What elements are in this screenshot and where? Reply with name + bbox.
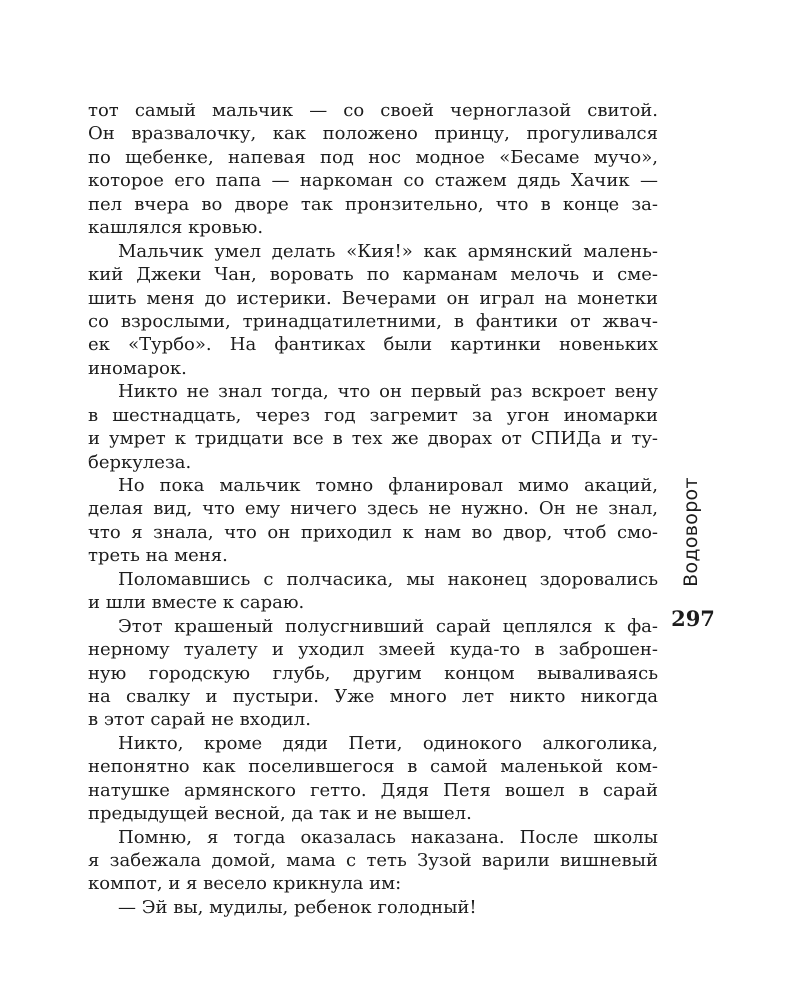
text-line: компот, и я весело крикнула им: — [88, 873, 402, 895]
text-line: Этот крашеный полусгнивший сарай цеплялся к фа- — [118, 615, 658, 637]
body-text — [88, 99, 658, 919]
text-line: тот самый мальчик — со своей черноглазой свитой. — [88, 100, 658, 121]
text-line: ек «Турбо». На фантиках были картинки новеньких — [88, 334, 658, 356]
text-line: и шли вместе к сараю. — [88, 592, 305, 614]
page-number: 297 — [671, 606, 715, 631]
text-line: Но пока мальчик томно фланировал мимо акаций, — [118, 475, 658, 496]
text-line: делая вид, что ему ничего здесь не нужно. Он не знал, — [88, 498, 658, 520]
text-line: которое его папа — наркоман со стажем дядь Хачик — — [88, 170, 658, 192]
text-line: шить меня до истерики. Вечерами он играл на монетки — [88, 287, 658, 309]
text-line: пел вчера во дворе так пронзительно, что в конце за- — [88, 193, 658, 215]
text-line: иномарок. — [88, 357, 187, 379]
text-line: Никто не знал тогда, что он первый раз вскроет вену — [118, 381, 658, 403]
text-line: треть на меня. — [88, 545, 228, 567]
text-line: Никто, кроме дяди Пети, одинокого алкоголика, — [118, 732, 658, 754]
text-line: нерному туалету и уходил змеей куда-то в заброшен- — [88, 639, 658, 661]
running-title: Водоворот — [680, 477, 702, 587]
text-line: в этот сарай не входил. — [88, 709, 311, 731]
text-line: что я знала, что он приходил к нам во двор, чтоб смо- — [88, 521, 658, 543]
text-line: ную городскую глубь, другим концом вываливаясь — [88, 662, 658, 684]
text-line: со взрослыми, тринадцатилетними, в фантики от жвач- — [88, 310, 658, 332]
text-line: и умрет к тридцати все в тех же дворах от СПИДа и ту- — [88, 428, 658, 450]
text-line: предыдущей весной, да так и не вышел. — [88, 803, 472, 825]
text-line: кашлялся кровью. — [88, 217, 264, 239]
text-line: — Эй вы, мудилы, ребенок голодный! — [118, 896, 477, 918]
text-line: я забежала домой, мама с теть Зузой варили вишневый — [88, 850, 658, 871]
text-line: беркулеза. — [88, 451, 192, 473]
text-line: непонятно как поселившегося в самой маленькой ком- — [88, 756, 658, 778]
text-line: натушке армянского гетто. Дядя Петя вошел в сарай — [88, 779, 658, 801]
text-line: по щебенке, напевая под нос модное «Бесаме мучо», — [88, 146, 658, 168]
text-line: на свалку и пустыри. Уже много лет никто никогда — [88, 685, 658, 707]
text-line: кий Джеки Чан, воровать по карманам мелочь и сме- — [88, 264, 658, 286]
text-line: в шестнадцать, через год загремит за угон иномарки — [88, 404, 658, 426]
text-line: Помню, я тогда оказалась наказана. После школы — [118, 826, 658, 848]
text-line: Мальчик умел делать «Кия!» как армянский малень- — [118, 240, 658, 262]
text-line: Поломавшись с полчасика, мы наконец здоровались — [118, 568, 658, 590]
text-line: Он вразвалочку, как положено принцу, прогуливался — [88, 123, 658, 145]
